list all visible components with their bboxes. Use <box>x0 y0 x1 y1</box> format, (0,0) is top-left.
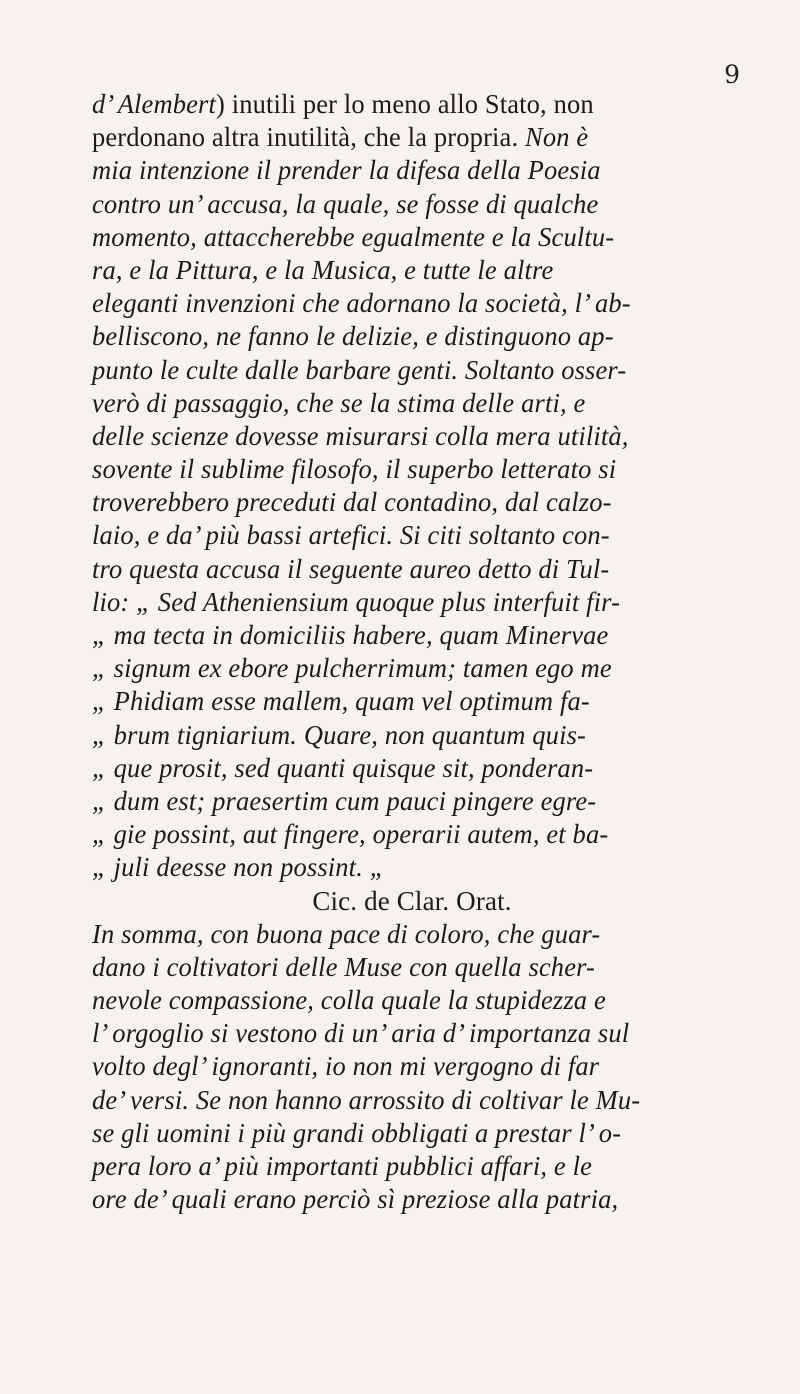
text-segment: troverebbero preceduti dal contadino, dal calzo- <box>92 487 612 518</box>
text-line <box>92 1150 720 1183</box>
text-segment: „ Phidiam esse mallem, quam vel optimum fa- <box>92 686 590 717</box>
text-line <box>92 984 720 1017</box>
text-line <box>92 88 720 121</box>
text-segment: „ brum tigniarium. Quare, non quantum quis- <box>92 719 587 750</box>
text-line <box>92 586 720 619</box>
text-line <box>92 254 720 287</box>
text-line <box>92 1017 720 1050</box>
text-segment: Non è <box>525 122 589 153</box>
text-line <box>92 818 720 851</box>
text-line <box>92 121 720 154</box>
text-line <box>92 685 720 718</box>
text-line <box>92 619 720 652</box>
text-line <box>92 752 720 785</box>
text-line <box>92 885 732 918</box>
text-line <box>92 188 720 221</box>
text-line <box>92 785 720 818</box>
text-segment: „ dum est; praesertim cum pauci pingere egre- <box>92 785 597 816</box>
text-segment: belliscono, ne fanno le delizie, e distinguono ap- <box>92 321 614 352</box>
text-segment: volto degl’ ignoranti, io non mi vergogno di far <box>92 1051 600 1082</box>
text-line <box>92 553 720 586</box>
text-segment: dano i coltivatori delle Muse con quella scher- <box>92 951 596 982</box>
text-segment: d’ Alembert <box>92 89 217 119</box>
text-segment: Cic. de Clar. Orat. <box>312 885 512 916</box>
text-segment: verò di passaggio, che se la stima delle arti, e <box>92 387 586 418</box>
text-segment: pera loro a’ più importanti pubblici affari, e le <box>92 1151 593 1181</box>
text-segment: „ que prosit, sed quanti quisque sit, ponderan- <box>92 752 594 783</box>
text-line <box>92 1183 720 1216</box>
text-line <box>92 486 720 519</box>
text-line <box>92 918 720 951</box>
page-number: 9 <box>724 60 740 89</box>
text-segment: In somma, con buona pace di coloro, che guar- <box>92 918 601 949</box>
text-line <box>92 851 720 884</box>
text-segment: l’ orgoglio si vestono di un’ aria d’ importanza sul <box>92 1018 630 1049</box>
text-line <box>92 154 720 187</box>
text-segment: se gli uomini i più grandi obbligati a prestar l’ o- <box>92 1117 622 1148</box>
text-segment: „ ma tecta in domiciliis habere, quam Minervae <box>92 620 609 650</box>
text-segment: „ juli deesse non possint. „ <box>92 852 385 883</box>
text-segment: contro un’ accusa, la quale, se fosse di qualche <box>92 188 599 219</box>
text-segment: punto le culte dalle barbare genti. Soltanto osser- <box>92 354 627 385</box>
body-text <box>92 88 732 1216</box>
text-line <box>92 719 720 752</box>
text-segment: sovente il sublime filosofo, il superbo letterato si <box>92 454 617 485</box>
text-segment: „ signum ex ebore pulcherrimum; tamen ego me <box>92 653 612 684</box>
text-segment: eleganti invenzioni che adornano la società, l’ ab- <box>92 288 631 319</box>
text-line <box>92 1117 720 1150</box>
text-segment: perdonano altra inutilità, che la propria. <box>92 122 526 153</box>
text-segment: ) inutili per lo meno allo Stato, non <box>216 89 594 119</box>
text-line <box>92 453 720 486</box>
text-line <box>92 287 720 320</box>
text-segment: ra, e la Pittura, e la Musica, e tutte le altre <box>92 254 554 285</box>
text-segment: ore de’ quali erano perciò sì preziose alla patria, <box>92 1184 619 1215</box>
text-line <box>92 1050 720 1083</box>
text-segment: nevole compassione, colla quale la stupidezza e <box>92 985 606 1016</box>
text-line <box>92 221 720 254</box>
text-line <box>92 519 720 552</box>
text-line <box>92 951 720 984</box>
text-segment: laio, e da’ più bassi artefici. Si citi soltanto con- <box>92 520 610 551</box>
text-line <box>92 320 720 353</box>
text-segment: „ gie possint, aut fingere, operarii autem, et ba- <box>92 819 609 850</box>
text-segment: mia intenzione il prender la difesa della Poesia <box>92 155 601 186</box>
text-segment: lio: „ Sed Atheniensium quoque plus interfuit fir- <box>92 586 621 617</box>
text-line <box>92 354 720 387</box>
text-line <box>92 1084 720 1117</box>
text-segment: momento, attaccherebbe egualmente e la Scultu- <box>92 221 615 252</box>
text-line <box>92 652 720 685</box>
text-line <box>92 387 720 420</box>
text-segment: tro questa accusa il seguente aureo detto di Tul- <box>92 553 610 584</box>
text-segment: de’ versi. Se non hanno arrossito di coltivar le Mu- <box>92 1084 641 1115</box>
text-segment: delle scienze dovesse misurarsi colla mera utilità, <box>92 420 629 451</box>
text-line <box>92 420 720 453</box>
